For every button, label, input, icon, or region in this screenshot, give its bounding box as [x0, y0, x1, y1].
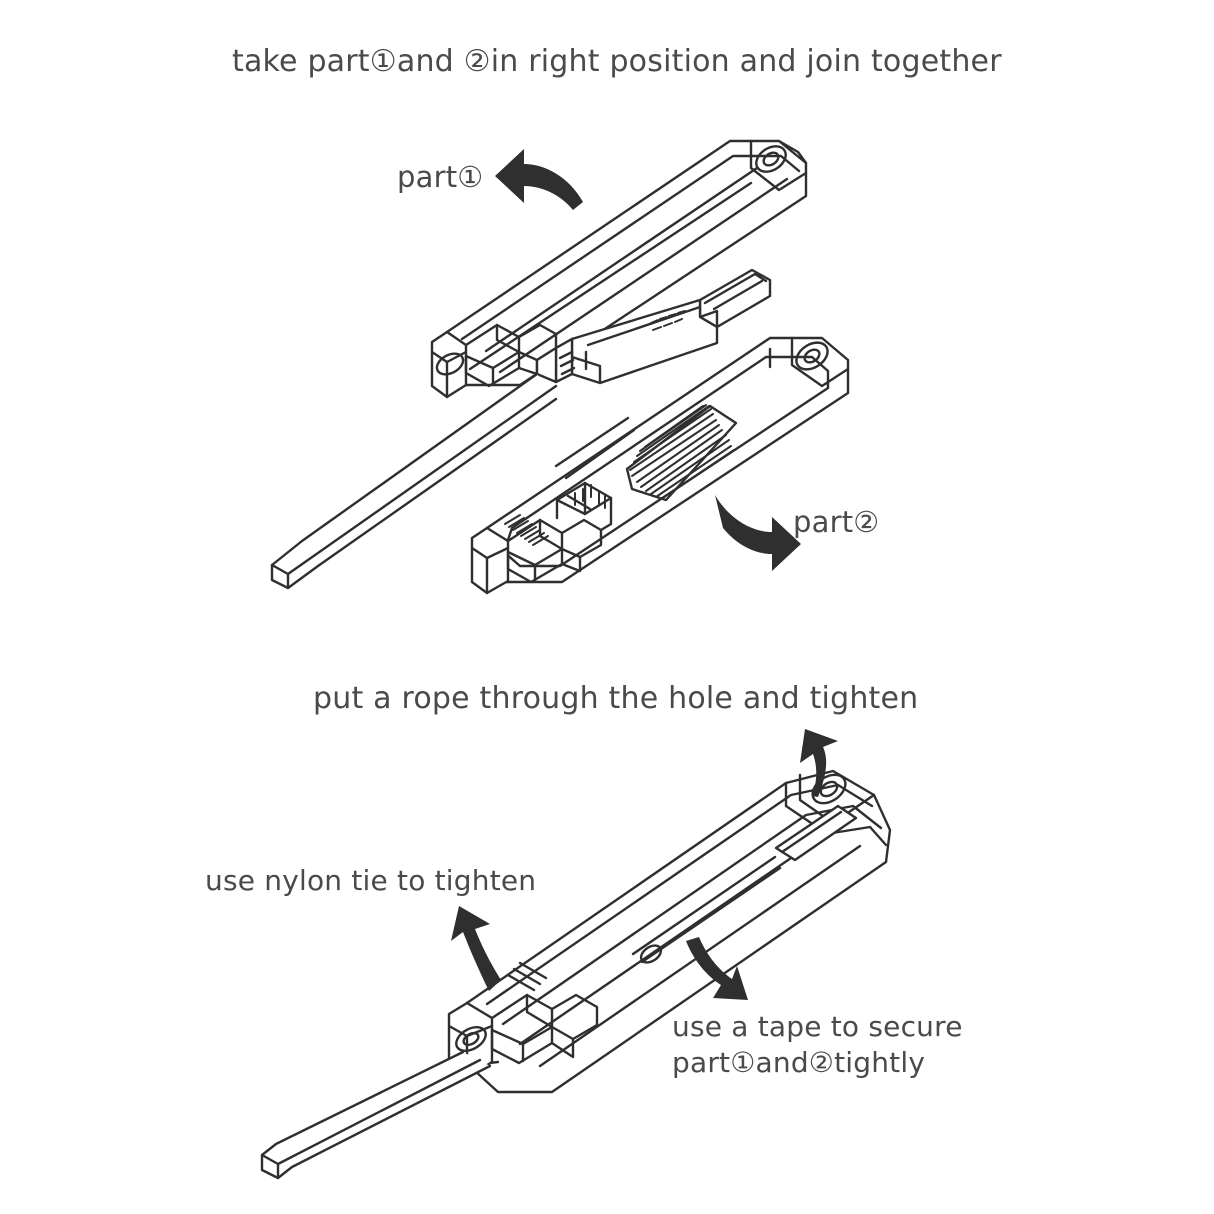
label-part-2: part②	[793, 505, 880, 539]
assembled-unit	[262, 769, 890, 1178]
arrow-nylon-icon	[451, 906, 501, 991]
arrow-part2-icon	[715, 495, 801, 571]
step-1-title: take part①and ②in right position and join together	[232, 44, 1002, 79]
label-nylon-tie: use nylon tie to tighten	[205, 864, 537, 897]
step-2-title: put a rope through the hole and tighten	[313, 681, 919, 716]
label-tape-line-1: use a tape to secure	[672, 1010, 963, 1043]
arrow-part1-icon	[495, 149, 583, 210]
label-tape-line-2: part①and②tightly	[672, 1046, 926, 1079]
label-part-1: part①	[397, 160, 484, 194]
